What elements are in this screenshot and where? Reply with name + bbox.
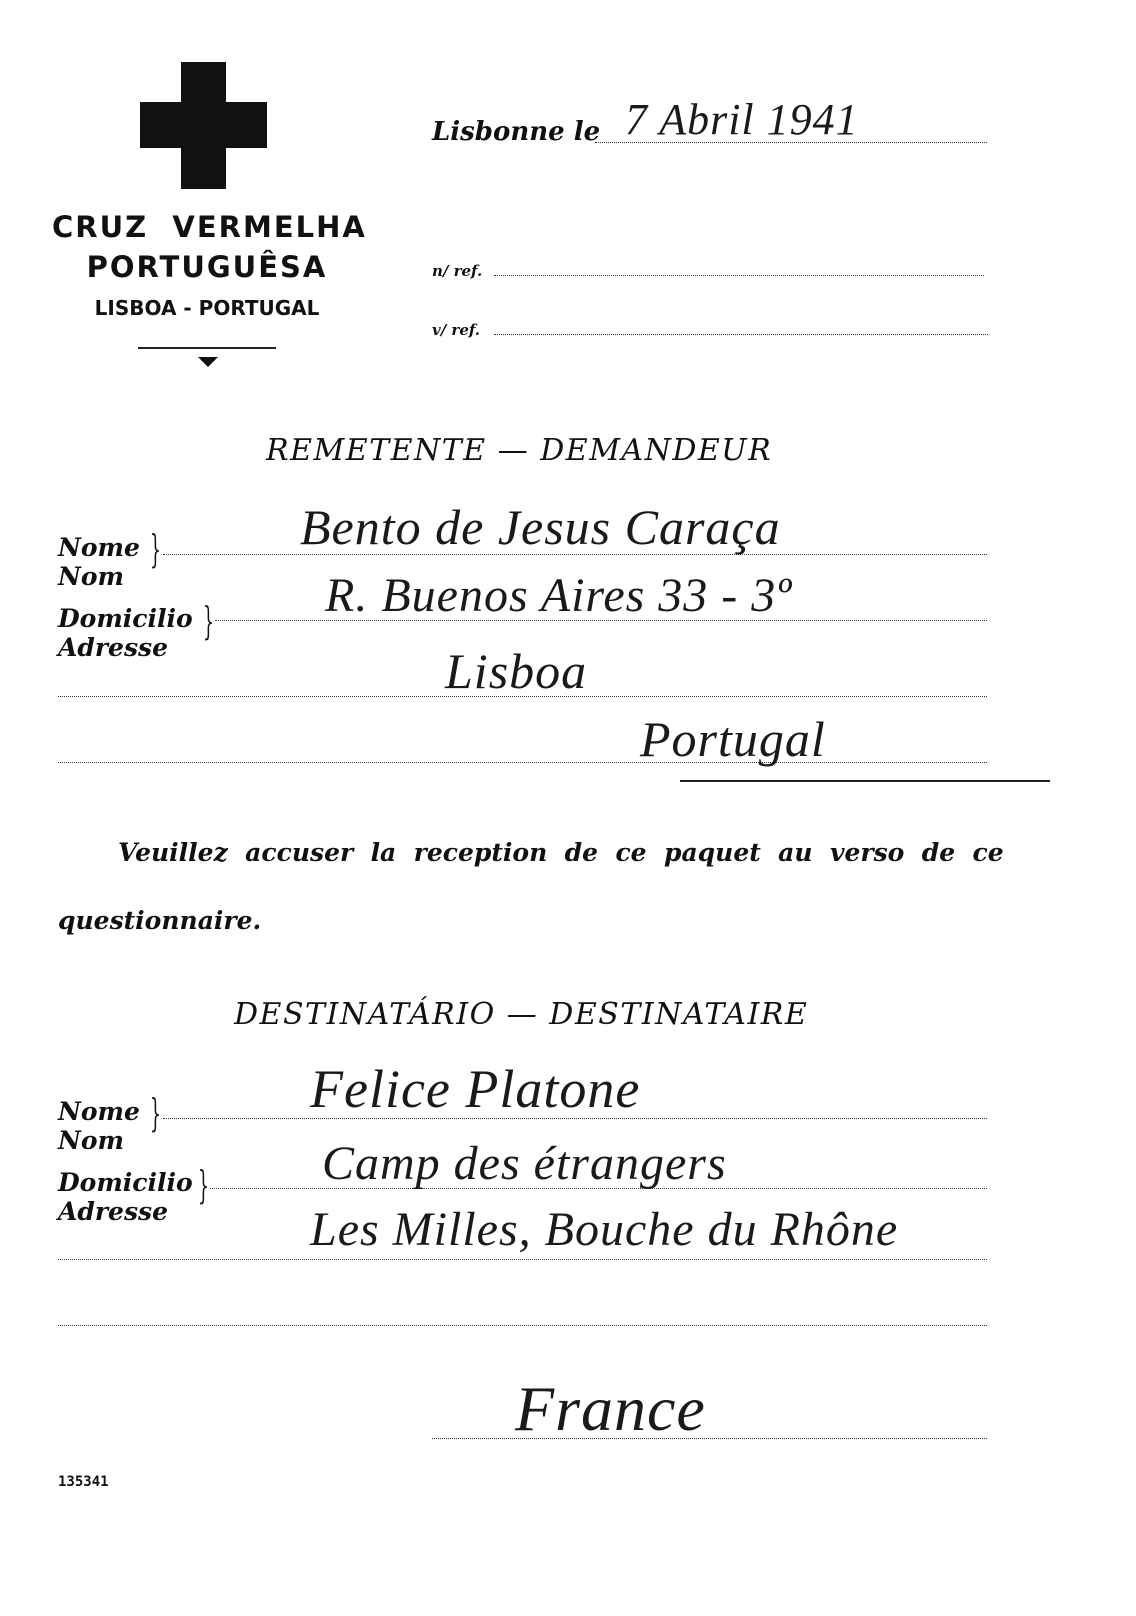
our-ref-line xyxy=(494,275,984,276)
sender-address-value2: Lisboa xyxy=(445,643,588,699)
recipient-name-label-fr: Nom xyxy=(58,1126,124,1155)
org-name-line1: CRUZ VERMELHA xyxy=(52,210,367,244)
recipient-heading: DESTINATÁRIO — DESTINATAIRE xyxy=(234,997,809,1032)
recipient-address-value2: Les Milles, Bouche du Rhône xyxy=(310,1203,899,1256)
recipient-address-label-pt: Domicilio xyxy=(58,1168,193,1197)
sender-address-label-pt: Domicilio xyxy=(58,604,193,633)
cross-logo-icon xyxy=(140,62,267,189)
form-number: 135341 xyxy=(58,1474,109,1490)
recipient-address-label-fr: Adresse xyxy=(58,1197,169,1226)
notice-line1: Veuillez accuser la reception de ce paquet au verso de ce xyxy=(118,838,1004,867)
our-ref-label: n/ ref. xyxy=(432,262,483,280)
notice-line2: questionnaire. xyxy=(58,906,262,935)
recipient-address-brace: } xyxy=(198,1163,209,1207)
recipient-name-label-pt: Nome xyxy=(58,1097,140,1126)
org-location: LISBOA - PORTUGAL xyxy=(94,296,320,320)
logo-divider xyxy=(138,347,276,349)
date-handwritten: 7 Abril 1941 xyxy=(625,95,859,144)
place-label: Lisbonne le xyxy=(432,117,601,147)
recipient-address-line2 xyxy=(58,1259,987,1260)
sender-address-value3: Portugal xyxy=(640,711,826,767)
org-name-line2: PORTUGUÊSA xyxy=(86,250,328,284)
sender-address-label-fr: Adresse xyxy=(58,633,169,662)
sender-underline-stroke xyxy=(680,780,1050,782)
recipient-address-value1: Camp des étrangers xyxy=(322,1137,727,1190)
recipient-name-brace: } xyxy=(150,1091,161,1135)
triangle-down-icon xyxy=(198,357,218,367)
recipient-address-value3: France xyxy=(515,1373,706,1444)
sender-name-label-pt: Nome xyxy=(58,533,140,562)
sender-address-line3 xyxy=(58,762,987,763)
sender-name-value: Bento de Jesus Caraça xyxy=(300,499,781,555)
your-ref-label: v/ ref. xyxy=(432,321,481,339)
sender-address-value1: R. Buenos Aires 33 - 3º xyxy=(325,569,793,622)
sender-name-brace: } xyxy=(150,527,161,571)
your-ref-line xyxy=(494,334,988,335)
sender-heading: REMETENTE — DEMANDEUR xyxy=(266,433,773,468)
sender-name-label-fr: Nom xyxy=(58,562,124,591)
sender-address-brace: } xyxy=(203,599,214,643)
recipient-name-value: Felice Platone xyxy=(310,1059,641,1119)
recipient-address-line3 xyxy=(58,1325,987,1326)
